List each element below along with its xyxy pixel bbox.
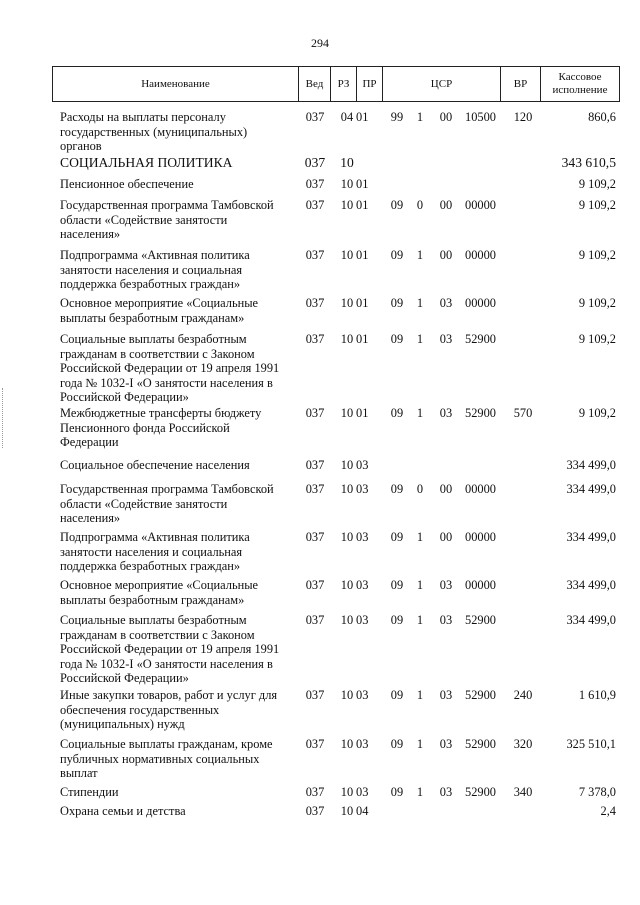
cell-ved: 037 (305, 804, 325, 818)
cell-name: СОЦИАЛЬНАЯ ПОЛИТИКА (60, 155, 233, 170)
cell-rz: 10 (340, 198, 354, 212)
cell-rz: 10 (340, 737, 354, 751)
cell-c2: 0 (416, 198, 424, 212)
cell-c4: 00000 (465, 248, 496, 262)
cell-c2: 1 (416, 296, 424, 310)
cell-name: Социальные выплаты безработным гражданам в соответствии с Законом Российской Федерации от 19 апреля 1991 года № 1032-I «О занятости населения в Российской Федерации» (60, 613, 280, 685)
cell-name: Подпрограмма «Активная политика занятости населения и социальная поддержка безработных граждан» (60, 248, 250, 291)
cell-vr: 120 (513, 110, 533, 124)
cell-c4: 52900 (465, 785, 496, 799)
cell-c1: 09 (390, 332, 404, 346)
cell-c4: 00000 (465, 530, 496, 544)
cell-rz: 10 (340, 177, 354, 191)
cell-rz: 10 (340, 248, 354, 262)
cell-sum: 9 109,2 (578, 248, 616, 262)
header-rz: РЗ (331, 67, 357, 101)
cell-sum: 334 499,0 (566, 458, 616, 472)
header-csr: ЦСР (383, 67, 501, 101)
cell-rz: 10 (340, 578, 354, 592)
cell-ved: 037 (305, 785, 325, 799)
cell-name: Социальное обеспечение населения (60, 458, 250, 472)
header-name: Наименование (53, 67, 299, 101)
cell-c1: 09 (390, 296, 404, 310)
cell-c3: 03 (439, 613, 453, 627)
cell-c4: 00000 (465, 482, 496, 496)
cell-ved: 037 (305, 110, 325, 124)
cell-rz: 10 (340, 785, 354, 799)
cell-vr: 340 (513, 785, 533, 799)
cell-rz: 10 (340, 296, 354, 310)
cell-c3: 00 (439, 198, 453, 212)
cell-c3: 00 (439, 482, 453, 496)
cell-sum: 9 109,2 (578, 177, 616, 191)
cell-ved: 037 (305, 296, 325, 310)
cell-rz: 10 (340, 804, 354, 818)
cell-ved: 037 (305, 688, 325, 702)
cell-sum: 325 510,1 (566, 737, 616, 751)
cell-pr: 01 (356, 198, 369, 212)
cell-c2: 1 (416, 530, 424, 544)
cell-pr: 01 (356, 332, 369, 346)
cell-c4: 00000 (465, 578, 496, 592)
cell-name: Межбюджетные трансферты бюджету Пенсионного фонда Российской Федерации (60, 406, 262, 449)
cell-c1: 09 (390, 198, 404, 212)
cell-c4: 52900 (465, 688, 496, 702)
cell-c4: 52900 (465, 406, 496, 420)
cell-c2: 1 (416, 332, 424, 346)
cell-c2: 1 (416, 248, 424, 262)
page-number: 294 (311, 36, 329, 50)
cell-rz: 10 (340, 332, 354, 346)
cell-sum: 334 499,0 (566, 613, 616, 627)
cell-name: Иные закупки товаров, работ и услуг для обеспечения государственных (муниципальных) нужд (60, 688, 278, 731)
cell-c3: 03 (439, 737, 453, 751)
cell-rz: 10 (340, 406, 354, 420)
cell-ved: 037 (305, 332, 325, 346)
cell-vr: 320 (513, 737, 533, 751)
cell-pr: 03 (356, 482, 369, 496)
cell-vr: 240 (513, 688, 533, 702)
header-sum: Кассовое исполнение (552, 71, 608, 96)
cell-sum: 860,6 (588, 110, 616, 124)
cell-ved: 037 (305, 458, 325, 472)
cell-pr: 03 (356, 688, 369, 702)
cell-ved: 037 (304, 155, 326, 170)
cell-c1: 09 (390, 688, 404, 702)
cell-sum: 343 610,5 (561, 155, 616, 170)
cell-c4: 00000 (465, 296, 496, 310)
cell-rz: 10 (340, 155, 354, 170)
cell-rz: 10 (340, 482, 354, 496)
cell-name: Пенсионное обеспечение (60, 177, 194, 191)
cell-pr: 03 (356, 530, 369, 544)
margin-mark (2, 388, 11, 448)
table-header (52, 66, 620, 102)
cell-pr: 03 (356, 578, 369, 592)
cell-ved: 037 (305, 737, 325, 751)
cell-sum: 9 109,2 (578, 332, 616, 346)
cell-pr: 01 (356, 406, 369, 420)
cell-pr: 03 (356, 785, 369, 799)
cell-name: Стипендии (60, 785, 119, 799)
cell-c1: 09 (390, 578, 404, 592)
cell-name: Охрана семьи и детства (60, 804, 186, 818)
cell-pr: 04 (356, 804, 369, 818)
cell-rz: 04 (340, 110, 354, 124)
cell-c3: 00 (439, 530, 453, 544)
cell-pr: 01 (356, 110, 369, 124)
cell-sum: 7 378,0 (578, 785, 616, 799)
cell-ved: 037 (305, 406, 325, 420)
cell-sum: 334 499,0 (566, 530, 616, 544)
cell-ved: 037 (305, 248, 325, 262)
cell-pr: 01 (356, 296, 369, 310)
cell-c2: 1 (416, 737, 424, 751)
cell-rz: 10 (340, 458, 354, 472)
cell-pr: 03 (356, 737, 369, 751)
cell-c2: 1 (416, 578, 424, 592)
cell-c1: 09 (390, 482, 404, 496)
cell-c2: 1 (416, 688, 424, 702)
cell-name: Основное мероприятие «Социальные выплаты безработным гражданам» (60, 578, 259, 607)
cell-name: Социальные выплаты гражданам, кроме публичных нормативных социальных выплат (60, 737, 273, 780)
cell-ved: 037 (305, 578, 325, 592)
cell-name: Основное мероприятие «Социальные выплаты безработным гражданам» (60, 296, 259, 325)
cell-ved: 037 (305, 613, 325, 627)
cell-c2: 1 (416, 406, 424, 420)
cell-name: Государственная программа Тамбовской области «Содействие занятости населения» (60, 482, 274, 525)
cell-pr: 01 (356, 177, 369, 191)
cell-ved: 037 (305, 177, 325, 191)
cell-name: Подпрограмма «Активная политика занятости населения и социальная поддержка безработных граждан» (60, 530, 250, 573)
cell-c2: 1 (416, 613, 424, 627)
cell-c1: 09 (390, 785, 404, 799)
cell-c3: 03 (439, 406, 453, 420)
cell-rz: 10 (340, 688, 354, 702)
cell-c3: 03 (439, 578, 453, 592)
cell-c4: 00000 (465, 198, 496, 212)
cell-c3: 00 (439, 110, 453, 124)
cell-ved: 037 (305, 530, 325, 544)
header-pr: ПР (357, 67, 383, 101)
cell-c4: 10500 (465, 110, 496, 124)
cell-name: Социальные выплаты безработным гражданам в соответствии с Законом Российской Федерации от 19 апреля 1991 года № 1032-I «О занятости населения в Российской Федерации» (60, 332, 280, 404)
cell-sum: 2,4 (600, 804, 616, 818)
cell-c1: 09 (390, 406, 404, 420)
cell-c3: 03 (439, 688, 453, 702)
cell-c4: 52900 (465, 737, 496, 751)
cell-c4: 52900 (465, 332, 496, 346)
cell-c2: 1 (416, 110, 424, 124)
cell-sum: 9 109,2 (578, 406, 616, 420)
cell-rz: 10 (340, 613, 354, 627)
cell-sum: 9 109,2 (578, 296, 616, 310)
cell-sum: 334 499,0 (566, 578, 616, 592)
cell-c1: 09 (390, 530, 404, 544)
cell-c1: 09 (390, 248, 404, 262)
cell-pr: 03 (356, 613, 369, 627)
cell-c1: 99 (390, 110, 404, 124)
cell-c4: 52900 (465, 613, 496, 627)
cell-c3: 03 (439, 332, 453, 346)
header-vr: ВР (501, 67, 541, 101)
cell-c1: 09 (390, 737, 404, 751)
cell-c3: 03 (439, 296, 453, 310)
cell-name: Государственная программа Тамбовской области «Содействие занятости населения» (60, 198, 274, 241)
cell-sum: 1 610,9 (578, 688, 616, 702)
header-ved: Вед (299, 67, 331, 101)
cell-ved: 037 (305, 198, 325, 212)
cell-rz: 10 (340, 530, 354, 544)
cell-pr: 03 (356, 458, 369, 472)
cell-c3: 00 (439, 248, 453, 262)
cell-c2: 1 (416, 785, 424, 799)
cell-ved: 037 (305, 482, 325, 496)
cell-c1: 09 (390, 613, 404, 627)
cell-pr: 01 (356, 248, 369, 262)
cell-name: Расходы на выплаты персоналу государственных (муниципальных) органов (60, 110, 248, 153)
cell-sum: 334 499,0 (566, 482, 616, 496)
cell-vr: 570 (513, 406, 533, 420)
cell-sum: 9 109,2 (578, 198, 616, 212)
cell-c2: 0 (416, 482, 424, 496)
cell-c3: 03 (439, 785, 453, 799)
